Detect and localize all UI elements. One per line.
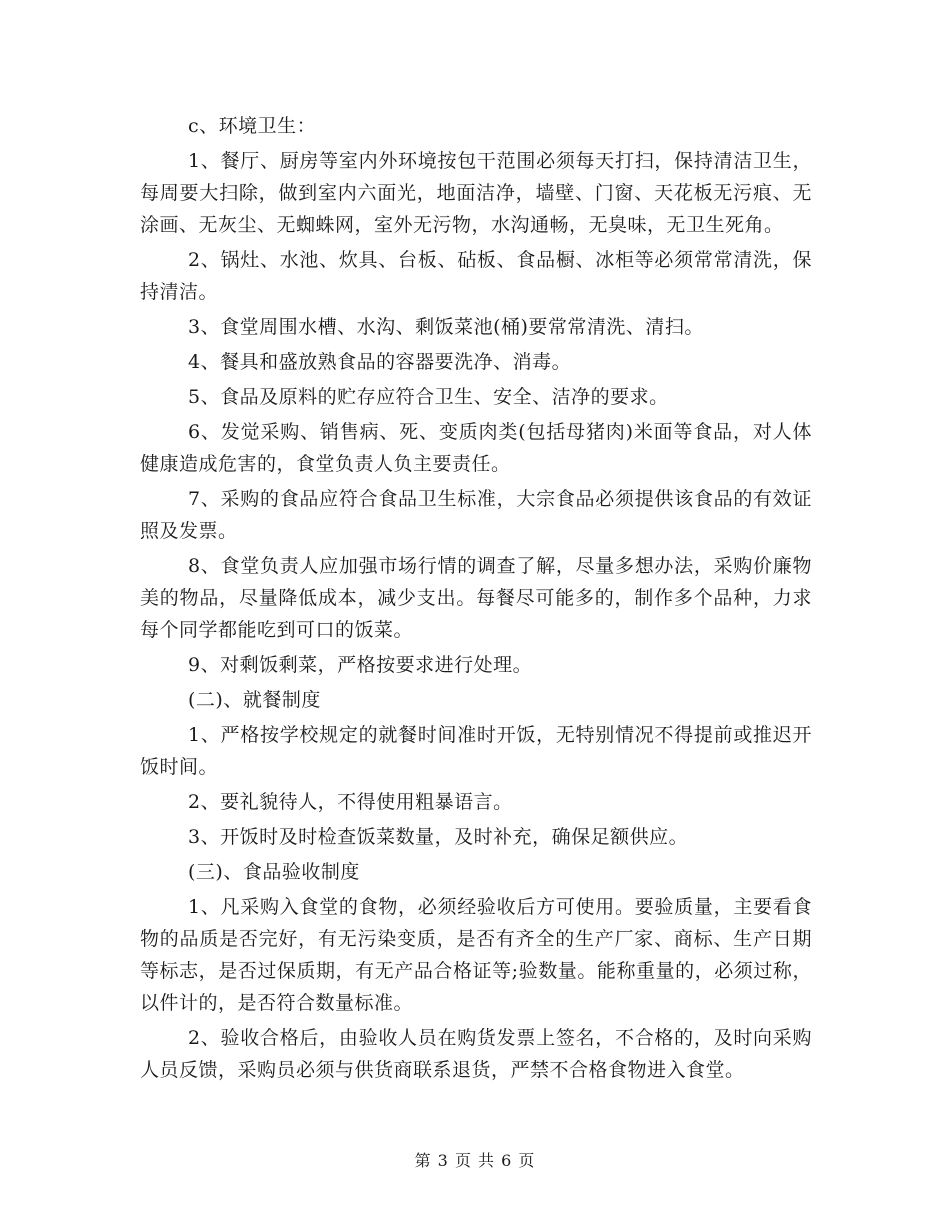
paragraph: 9、对剩饭剩菜，严格按要求进行处理。 xyxy=(188,654,533,676)
paragraph: 2、锅灶、水池、炊具、台板、砧板、食品橱、冰柜等必须常常清洗，保持清洁。 xyxy=(140,249,812,303)
paragraph: 7、采购的食品应符合食品卫生标准，大宗食品必须提供该食品的有效证照及发票。 xyxy=(140,488,812,542)
page-number-footer: 第 3 页 共 6 页 xyxy=(414,1151,536,1170)
section-heading-food-inspection: (三)、食品验收制度 xyxy=(188,861,360,883)
paragraph: 2、验收合格后，由验收人员在购货发票上签名，不合格的，及时向采购人员反馈，采购员必须与供货商联系退货，严禁不合格食物进入食堂。 xyxy=(140,1027,812,1081)
document-body xyxy=(140,110,812,1089)
section-heading-environment-hygiene: c、环境卫生： xyxy=(188,115,317,137)
paragraph: 2、要礼貌待人，不得使用粗暴语言。 xyxy=(188,791,513,813)
paragraph: 5、食品及原料的贮存应符合卫生、安全、洁净的要求。 xyxy=(188,386,669,408)
paragraph: 4、餐具和盛放熟食品的容器要洗净、消毒。 xyxy=(188,351,572,373)
paragraph: 8、食堂负责人应加强市场行情的调查了解，尽量多想办法，采购价廉物美的物品，尽量降低成本，减少支出。每餐尽可能多的，制作多个品种，力求每个同学都能吃到可口的饭菜。 xyxy=(140,555,812,641)
paragraph: 1、凡采购入食堂的食物，必须经验收后方可使用。要验质量，主要看食物的品质是否完好，有无污染变质，是否有齐全的生产厂家、商标、生产日期等标志，是否过保质期，有无产品合格证等;验数量。能称重量的，必须过称，以件计的，是否符合数量标准。 xyxy=(140,896,812,1014)
paragraph: 3、开饭时及时检查饭菜数量，及时补充，确保足额供应。 xyxy=(188,826,689,848)
paragraph: 3、食堂周围水槽、水沟、剩饭菜池(桶)要常常清洗、清扫。 xyxy=(188,316,704,338)
paragraph: 6、发觉采购、销售病、死、变质肉类(包括母猪肉)米面等食品，对人体健康造成危害的，食堂负责人负主要责任。 xyxy=(140,421,812,475)
section-heading-dining-rules: (二)、就餐制度 xyxy=(188,689,321,711)
paragraph: 1、严格按学校规定的就餐时间准时开饭，无特别情况不得提前或推迟开饭时间。 xyxy=(140,724,812,778)
paragraph: 1、餐厅、厨房等室内外环境按包干范围必须每天打扫，保持清洁卫生，每周要大扫除，做到室内六面光，地面洁净，墙壁、门窗、天花板无污痕、无涂画、无灰尘、无蜘蛛网，室外无污物，水沟通畅，无臭味，无卫生死角。 xyxy=(140,150,812,236)
